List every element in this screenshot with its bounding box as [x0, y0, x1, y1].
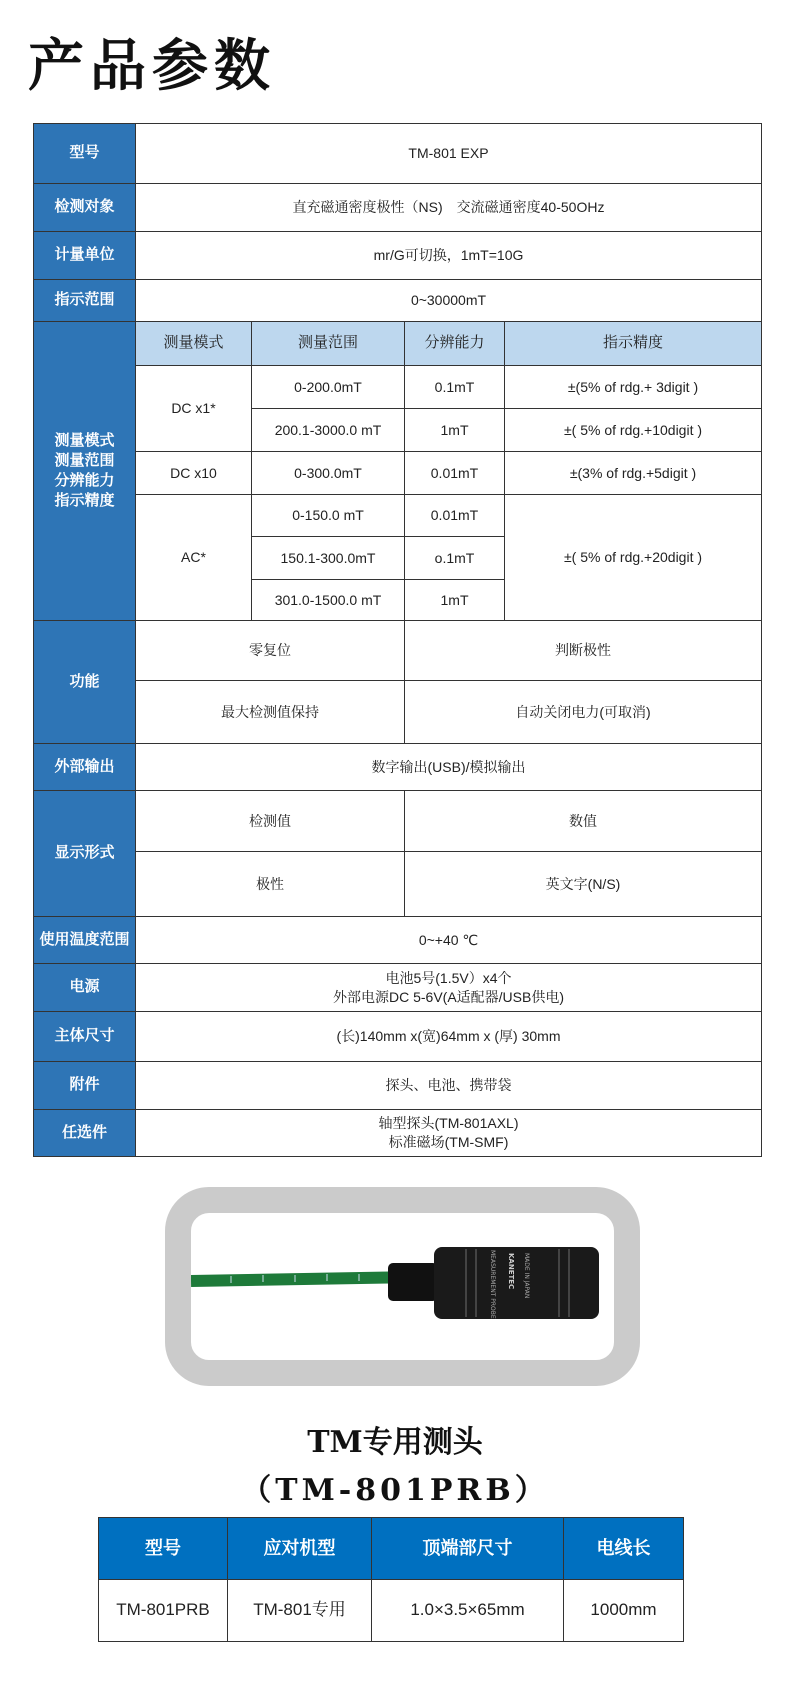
display-item: 数值	[404, 790, 762, 852]
probe-origin: MADE IN JAPAN	[523, 1253, 530, 1299]
resolution-cell: 0.01mT	[404, 451, 505, 495]
value-model: TM-801 EXP	[135, 123, 762, 184]
mode-cell: AC*	[135, 494, 252, 621]
label-target: 检测对象	[33, 183, 136, 232]
probe-header: 电线长	[563, 1517, 684, 1580]
display-item: 极性	[135, 851, 405, 917]
probe-header: 型号	[98, 1517, 228, 1580]
label-function: 功能	[33, 620, 136, 744]
probe-label: MEASUREMENT PROBE	[489, 1250, 496, 1319]
value-temp: 0~+40 ℃	[135, 916, 762, 964]
function-item: 零复位	[135, 620, 405, 681]
mode-cell: DC x10	[135, 451, 252, 495]
range-cell: 0-200.0mT	[251, 365, 405, 409]
label-accessories: 附件	[33, 1061, 136, 1110]
accuracy-cell: ±( 5% of rdg.+10digit )	[504, 408, 762, 452]
probe-model-title: （TM-801PRB）	[241, 1473, 549, 1508]
label-model: 型号	[33, 123, 136, 184]
value-range: 0~30000mT	[135, 279, 762, 322]
value-unit: mr/G可切换，1mT=10G	[135, 231, 762, 280]
resolution-cell: 0.1mT	[404, 365, 505, 409]
label-measure: 测量模式 测量范围 分辨能力 指示精度	[33, 321, 136, 621]
label-output: 外部输出	[33, 743, 136, 791]
sub-header: 测量模式	[135, 321, 252, 366]
range-cell: 150.1-300.0mT	[251, 536, 405, 580]
sub-header: 分辨能力	[404, 321, 505, 366]
probe-cell: TM-801专用	[227, 1579, 372, 1642]
probe-brand: KANETEC	[507, 1253, 515, 1290]
value-size: (长)140mm x(宽)64mm x (厚) 30mm	[135, 1011, 762, 1062]
value-accessories: 探头、电池、携带袋	[135, 1061, 762, 1110]
display-item: 检测值	[135, 790, 405, 852]
probe-ruler	[191, 1272, 391, 1287]
range-cell: 0-150.0 mT	[251, 494, 405, 537]
resolution-cell: 1mT	[404, 579, 505, 621]
probe-image	[191, 1213, 614, 1360]
label-display: 显示形式	[33, 790, 136, 917]
label-temp: 使用温度范围	[33, 916, 136, 964]
value-output: 数字输出(USB)/模拟输出	[135, 743, 762, 791]
range-cell: 301.0-1500.0 mT	[251, 579, 405, 621]
accuracy-cell: ±(5% of rdg.+ 3digit )	[504, 365, 762, 409]
sub-header: 测量范围	[251, 321, 405, 366]
mode-cell: DC x1*	[135, 365, 252, 452]
accuracy-cell: ±(3% of rdg.+5digit )	[504, 451, 762, 495]
label-options: 任选件	[33, 1109, 136, 1157]
probe-header: 应对机型	[227, 1517, 372, 1580]
resolution-cell: 1mT	[404, 408, 505, 452]
accuracy-cell: ±( 5% of rdg.+20digit )	[504, 494, 762, 621]
range-cell: 200.1-3000.0 mT	[251, 408, 405, 452]
value-target: 直充磁通密度极性（NS) 交流磁通密度40-50OHz	[135, 183, 762, 232]
resolution-cell: o.1mT	[404, 536, 505, 580]
resolution-cell: 0.01mT	[404, 494, 505, 537]
probe-cell: 1.0×3.5×65mm	[371, 1579, 564, 1642]
label-size: 主体尺寸	[33, 1011, 136, 1062]
probe-neck	[388, 1263, 438, 1301]
page-title: 产品参数	[28, 34, 276, 99]
display-item: 英文字(N/S)	[404, 851, 762, 917]
function-item: 判断极性	[404, 620, 762, 681]
sub-header: 指示精度	[504, 321, 762, 366]
probe-cell: TM-801PRB	[98, 1579, 228, 1642]
probe-body	[434, 1247, 599, 1319]
probe-photo	[165, 1187, 640, 1386]
label-power: 电源	[33, 963, 136, 1012]
label-range: 指示范围	[33, 279, 136, 322]
range-cell: 0-300.0mT	[251, 451, 405, 495]
function-item: 自动关闭电力(可取消)	[404, 680, 762, 744]
value-power: 电池5号(1.5V）x4个 外部电源DC 5-6V(A适配器/USB供电)	[135, 963, 762, 1012]
label-unit: 计量单位	[33, 231, 136, 280]
probe-header: 顶端部尺寸	[371, 1517, 564, 1580]
probe-cell: 1000mm	[563, 1579, 684, 1642]
function-item: 最大检测值保持	[135, 680, 405, 744]
value-options: 轴型探头(TM-801AXL) 标准磁场(TM-SMF)	[135, 1109, 762, 1157]
probe-title: TM专用测头	[307, 1425, 483, 1460]
